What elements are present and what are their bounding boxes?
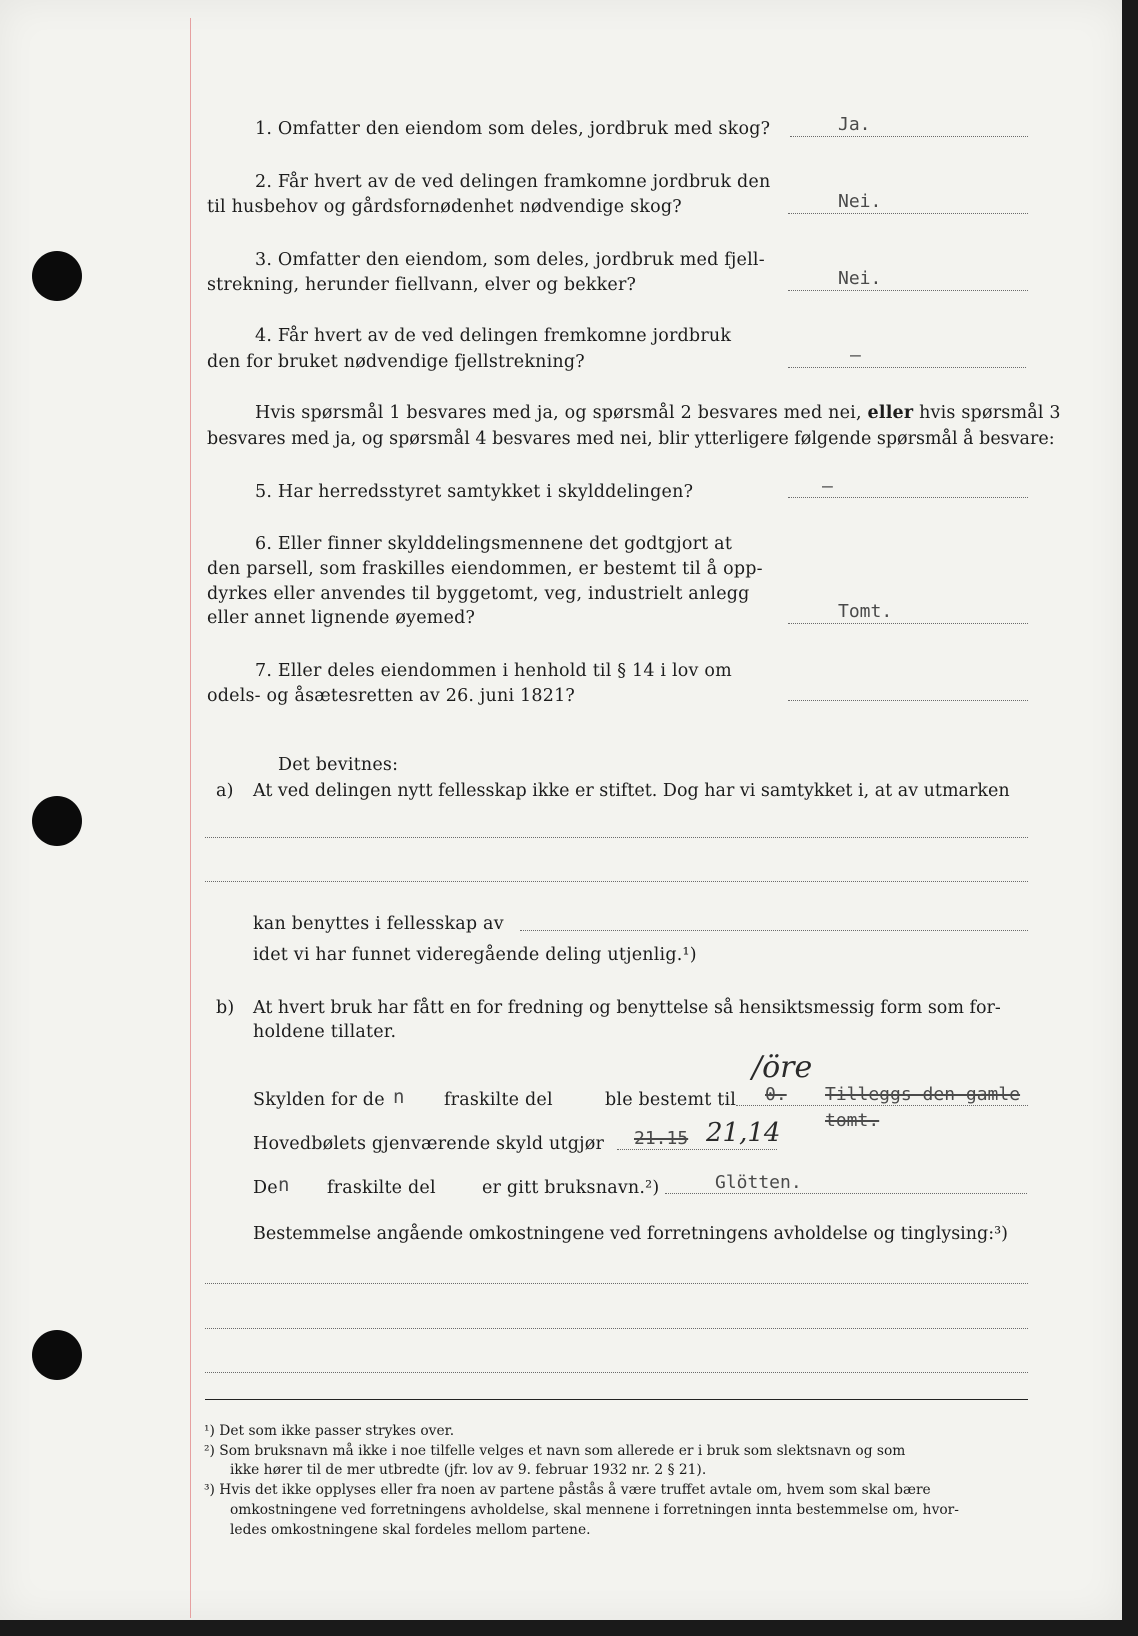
footnote-1: ¹) Det som ikke passer strykes over. (204, 1423, 455, 1439)
footnote-2-line-1: ²) Som bruksnavn må ikke i noe tilfelle velges et navn som allerede er i bruk som slektsnavn og som (204, 1443, 906, 1459)
answer-line (617, 1149, 777, 1150)
idet-text: idet vi har funnet videregående deling utjenlig.¹) (253, 945, 697, 965)
blank-line (205, 837, 1028, 838)
item-a-text: At ved delingen nytt fellesskap ikke er stiftet. Dog har vi samtykket i, at av utmarken (253, 781, 1010, 801)
question-7-line-2: odels- og åsætesretten av 26. juni 1821? (207, 686, 575, 706)
punch-hole-icon (32, 796, 82, 846)
answer-line (788, 213, 1028, 214)
bestemmelse-text: Bestemmelse angående omkostningene ved forretningens avholdelse og tinglysing:³) (253, 1224, 1008, 1244)
bruksnavn-typed-n: n (278, 1174, 290, 1196)
bruksnavn-label: er gitt bruksnavn.²) (482, 1178, 660, 1198)
conditional-note-line-2: besvares med ja, og spørsmål 4 besvares med nei, blir ytterligere følgende spørsmål å besvare: (207, 429, 1055, 449)
bruksnavn-prefix: De (253, 1178, 278, 1198)
hovedbol-struck-value: 21.15 (634, 1128, 689, 1149)
question-2-line-2: til husbehov og gårdsfornødenhet nødvendige skog? (207, 197, 682, 217)
question-2-answer: Nei. (838, 191, 882, 212)
skylden-struck-text: Tilleggs den gamle (825, 1084, 1021, 1105)
item-b-line-2: holdene tillater. (253, 1022, 397, 1042)
answer-line (736, 1105, 1028, 1106)
question-6-line-3: dyrkes eller anvendes til byggetomt, veg, industrielt anlegg (207, 584, 750, 604)
footnote-3-line-3: ledes omkostningene skal fordeles mellom partene. (230, 1522, 591, 1538)
hovedbol-handwritten-value: 21,14 (706, 1118, 781, 1148)
question-7-line-1: 7. Eller deles eiendommen i henhold til § 14 i lov om (255, 661, 732, 681)
skylden-typed-n: n (393, 1086, 405, 1108)
punch-hole-icon (32, 251, 82, 301)
hovedbol-label: Hovedbølets gjenværende skyld utgjør (253, 1134, 605, 1154)
punch-hole-icon (32, 1330, 82, 1380)
skylden-fraskilte: fraskilte del (444, 1090, 553, 1110)
bevitnes-heading: Det bevitnes: (278, 755, 399, 775)
question-3-line-1: 3. Omfatter den eiendom, som deles, jordbruk med fjell- (255, 250, 765, 270)
footnote-2-line-2: ikke hører til de mer utbredte (jfr. lov av 9. februar 1932 nr. 2 § 21). (230, 1462, 707, 1478)
footnote-3-line-2: omkostningene ved forretningens avholdelse, skal mennene i forretningen innta bestemmelse om, hvor- (230, 1502, 959, 1518)
answer-line (665, 1193, 1027, 1194)
skylden-prefix: Skylden for de (253, 1090, 385, 1110)
question-6-line-1: 6. Eller finner skylddelingsmennene det godtgjort at (255, 534, 733, 554)
handwritten-ore: /öre (752, 1050, 813, 1085)
bruksnavn-fraskilte: fraskilte del (327, 1178, 436, 1198)
question-4-line-2: den for bruket nødvendige fjellstrekning? (207, 352, 585, 372)
question-3-answer: Nei. (838, 268, 882, 289)
answer-line (788, 700, 1028, 701)
blank-line (205, 881, 1028, 882)
question-1-answer: Ja. (838, 114, 871, 135)
skylden-struck-text-2: tomt. (825, 1110, 880, 1131)
answer-line (788, 623, 1028, 624)
question-6-answer: Tomt. (838, 601, 893, 622)
footnote-3-line-1: ³) Hvis det ikke opplyses eller fra noen av partene påstås å være truffet avtale om, hvem som skal bære (204, 1482, 931, 1498)
bruksnavn-value: Glötten. (715, 1172, 802, 1193)
question-2-line-1: 2. Får hvert av de ved delingen framkomne jordbruk den (255, 172, 771, 192)
answer-line (788, 367, 1026, 368)
blank-line (205, 1328, 1028, 1329)
skylden-bestemt: ble bestemt til (605, 1090, 737, 1110)
answer-line (788, 290, 1028, 291)
question-6-line-2: den parsell, som fraskilles eiendommen, er bestemt til å opp- (207, 559, 763, 579)
answer-line (790, 136, 1028, 137)
item-a-label: a) (216, 781, 234, 801)
question-3-line-2: strekning, herunder fiellvann, elver og bekker? (207, 275, 637, 295)
answer-line (788, 497, 1028, 498)
question-5-answer: – (822, 476, 833, 497)
item-b-label: b) (216, 998, 235, 1018)
blank-line (205, 1372, 1028, 1373)
question-4-line-1: 4. Får hvert av de ved delingen fremkomne jordbruk (255, 326, 732, 346)
question-5-text: 5. Har herredsstyret samtykket i skylddelingen? (255, 482, 694, 502)
conditional-note-line-1: Hvis spørsmål 1 besvares med ja, og spørsmål 2 besvares med nei, eller hvis spørsmål 3 (255, 403, 1061, 423)
kan-benyttes-text: kan benyttes i fellesskap av (253, 914, 504, 934)
item-b-line-1: At hvert bruk har fått en for fredning og benyttelse så hensiktsmessig form som for- (253, 998, 1001, 1018)
question-4-answer: – (850, 345, 861, 366)
skylden-typed-zero: 0. (765, 1084, 787, 1105)
question-1-text: 1. Omfatter den eiendom som deles, jordbruk med skog? (255, 119, 771, 139)
red-margin-line (190, 18, 191, 1618)
blank-line (520, 930, 1028, 931)
footnote-rule (205, 1399, 1028, 1400)
blank-line (205, 1283, 1028, 1284)
question-6-line-4: eller annet lignende øyemed? (207, 608, 476, 628)
